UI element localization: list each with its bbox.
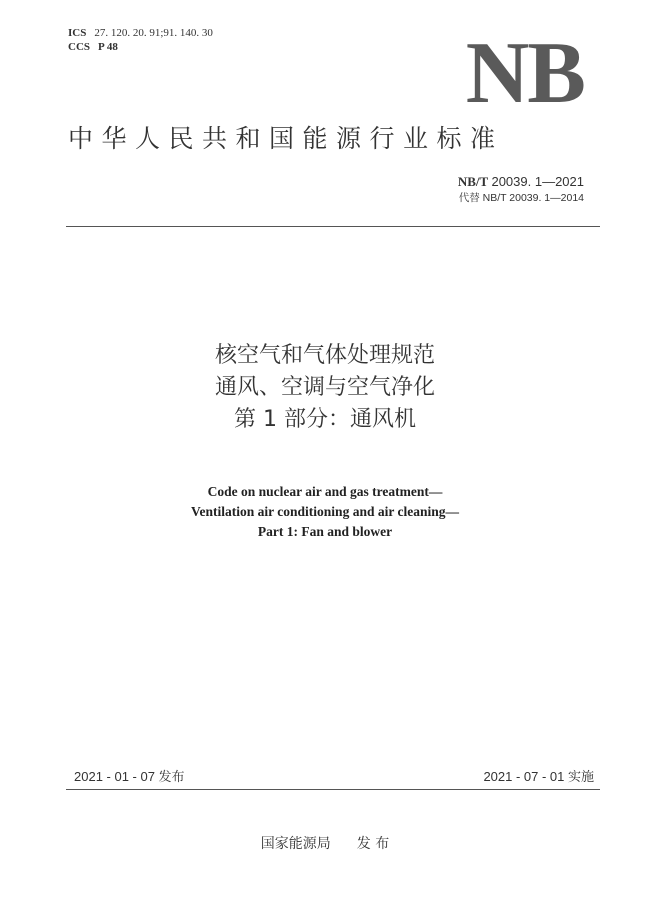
- ccs-label: CCS: [68, 41, 91, 53]
- standard-number-value: 20039. 1—2021: [491, 174, 584, 189]
- issuer-name: 国家能源局: [260, 836, 331, 852]
- bottom-divider: [66, 789, 600, 790]
- ics-value: 27. 120. 20. 91;91. 140. 30: [94, 27, 213, 39]
- issuer-action: 发 布: [356, 836, 390, 852]
- ccs-code: [68, 40, 213, 54]
- english-title-line-1: Code on nuclear air and gas treatment—: [207, 484, 443, 499]
- english-title-line-3: Part 1: Fan and blower: [257, 524, 393, 539]
- chinese-title-line-3: 第 1 部分：通风机: [234, 407, 416, 432]
- standard-number-block: [458, 174, 584, 206]
- standard-prefix: NB/T: [457, 174, 489, 189]
- ics-label: ICS: [68, 27, 87, 39]
- publish-date: 2021 - 01 - 07 发布: [74, 769, 185, 784]
- issuer-line: [0, 835, 650, 853]
- chinese-title: [0, 340, 650, 436]
- replaces-standard: 代替 NB/T 20039. 1—2014: [458, 192, 584, 204]
- english-title: [0, 482, 650, 542]
- standard-number: [458, 174, 584, 190]
- chinese-title-line-1: 核空气和气体处理规范: [214, 343, 435, 368]
- chinese-title-line-2: 通风、空调与空气净化: [214, 375, 435, 400]
- top-divider: [66, 226, 600, 227]
- classification-codes: [68, 26, 213, 54]
- nb-logo: NB: [465, 25, 584, 122]
- effective-date: 2021 - 07 - 01 实施: [483, 769, 594, 784]
- ccs-value: P 48: [98, 41, 118, 53]
- english-title-line-2: Ventilation air conditioning and air cleaning—: [191, 504, 459, 519]
- organization-title: 中华人民共和国能源行业标准: [68, 124, 504, 153]
- ics-code: [68, 26, 213, 40]
